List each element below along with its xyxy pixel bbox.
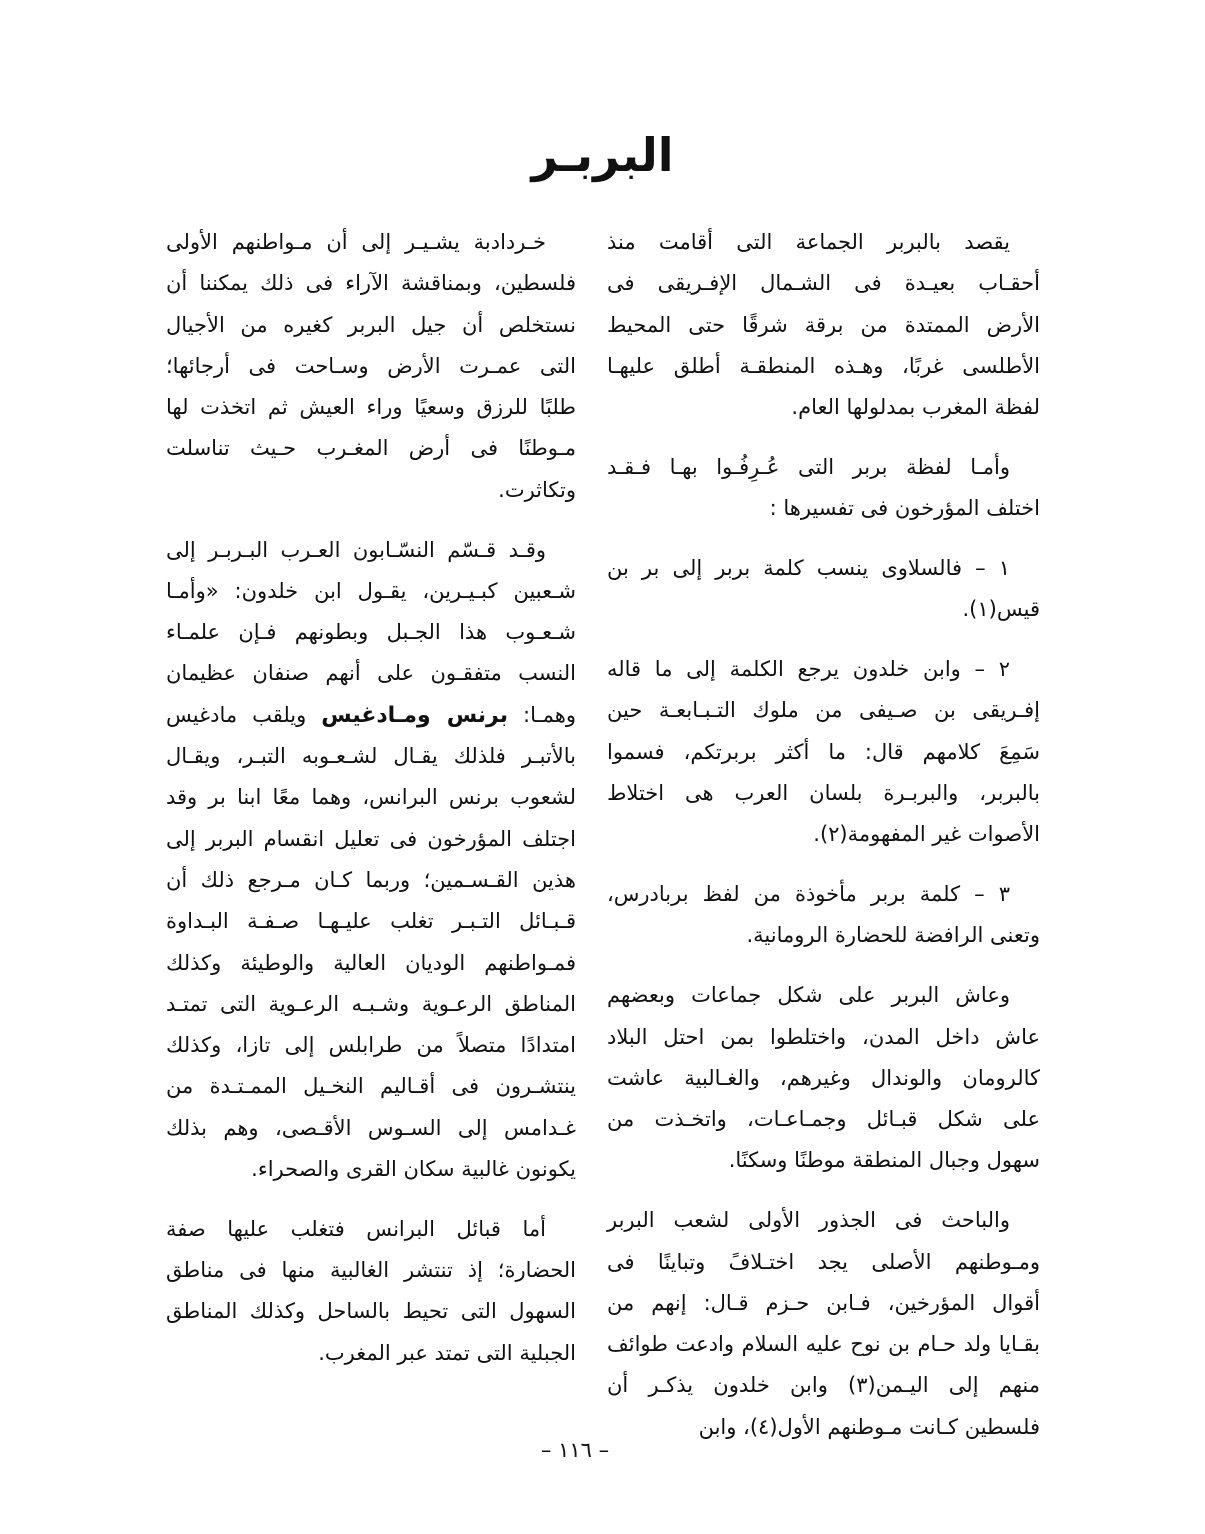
text-line: بقـايا ولد حـام بن نوح عليه السلام وادعت طوائف <box>607 1332 1040 1357</box>
text-line: المناطق الرعـوية وشـبـه الرعـوية التى تمتـد <box>166 991 576 1016</box>
text-line: فلسطين كـانت مـوطنهم الأول(٤)، وابن <box>698 1414 1040 1439</box>
text-line: يقصد بالبربر الجماعة التى أقامت منذ <box>607 230 1010 254</box>
text-line: فلسطين، وبمناقشة الآراء فى ذلك يمكننا أن <box>166 271 576 296</box>
text-line: ١ – فالسلاوى ينسب كلمة بربر إلى بر بن <box>607 556 1010 581</box>
text-line: اجتلف المؤرخون فى تعليل انقسام البربر إلى <box>166 826 576 851</box>
text-line: وأمـا لفظة بربر التى عُـرِفُـوا بهـا فـقـد <box>607 454 1010 479</box>
paragraph <box>607 874 1040 957</box>
text-line: لفظة المغرب بمدلولها العام. <box>791 395 1040 420</box>
text-line: السهول التى تحيط بالساحل وكذلك المناطق <box>166 1299 576 1324</box>
text-line: خـردادبة يشـيـر إلى أن مـواطنهم الأولى <box>166 230 546 254</box>
text-line <box>166 695 576 736</box>
text-line: طلبًا للرزق وسعيًا وراء العيش ثم اتخذت لها <box>166 395 576 420</box>
paragraph <box>166 530 576 1191</box>
text-line: الجبلية التى تمتد عبر المغرب. <box>318 1340 576 1365</box>
text-line: سهول وجبال المنطقة موطنًا وسكنًا. <box>728 1148 1040 1173</box>
text-line: مـوطنًا فى أرض المغـرب حـيث تناسلت <box>166 436 576 461</box>
text-line: ٢ – وابن خلدون يرجع الكلمة إلى ما قاله <box>607 657 1010 682</box>
text-line: ينتشـرون فى أقـاليم النخـيل الممـتـدة من <box>166 1074 576 1099</box>
paragraph <box>166 222 576 511</box>
text-line: على شكل قبـائل وجمـاعـات، واتخـذت من <box>607 1107 1040 1132</box>
right-text-column <box>607 222 1040 1467</box>
text-line: الأصوات غير المفهومة(٢). <box>813 822 1040 847</box>
text-line: الحضارة؛ إذ تنتشر الغالبية منها فى مناطق <box>166 1258 576 1283</box>
text-line: وقـد قـسّم النسّـابون العـرب البـربـر إلى <box>166 537 546 562</box>
page-title: البربـر <box>531 128 674 182</box>
paragraph <box>607 447 1040 530</box>
text-line: عاش داخل المدن، واختلطوا بمن احتل البلاد <box>607 1024 1040 1049</box>
text-line: إفـريقى بن صـيفى من ملوك التـبـابعـة حين <box>607 698 1040 723</box>
page-number: – ١١٦ – <box>540 1438 610 1462</box>
paragraph <box>607 975 1040 1181</box>
text-line: وتعنى الرافضة للحضارة الرومانية. <box>746 923 1040 948</box>
text-line: سَمِعَ كلامهم قال: ما أكثر بربرتكم، فسموا <box>607 739 1040 764</box>
text-line: الأرض الممتدة من برقة شرقًا حتى المحيط <box>607 312 1040 337</box>
text-line: لشعوب برنس البرانس، وهما معًا ابنا بر وقد <box>166 785 576 810</box>
text-line: شـعبين كبـيـرين، يقـول ابن خلدون: «وأمـا <box>166 578 576 603</box>
text-line: وتكاثرت. <box>498 477 576 502</box>
text-line: شـعـوب هذا الجـبل وبطونهم فـإن علمـاء <box>166 620 576 645</box>
text-line: غـدامس إلى السـوس الأقـصى، وهم بذلك <box>166 1115 576 1140</box>
text-line: كالرومان والوندال وغيرهم، والغـالبية عاشت <box>607 1065 1040 1090</box>
text-segment: ويلقب مادغيس <box>166 702 322 727</box>
text-line: امتدادًا متصلاً من طرابلس إلى تازا، وكذلك <box>166 1033 576 1058</box>
text-segment: وهمـا: <box>508 702 576 727</box>
text-line: أما قبائل البرانس فتغلب عليها صفة <box>166 1216 546 1241</box>
paragraph <box>607 548 1040 631</box>
paragraph <box>607 222 1040 428</box>
text-line: فمـواطنهم الوديان العالية والوطيئة وكذلك <box>166 950 576 975</box>
text-line: الأطلسى غربًا، وهـذه المنطقـة أطلق عليهـا <box>607 353 1040 378</box>
text-line: بالبربر، والبربـرة بلسان العرب هى اختلاط <box>607 781 1040 806</box>
text-line: أقوال المؤرخين، فـابن حـزم قـال: إنهم من <box>607 1290 1040 1315</box>
text-line: اختلف المؤرخون فى تفسيرها : <box>769 496 1040 521</box>
text-line: ومـوطنهم الأصلى يجد اختـلافً وتباينًا فى <box>607 1249 1040 1274</box>
text-line: نستخلص أن جيل البربر كغيره من الأجيال <box>166 312 576 337</box>
text-line: قيس(١). <box>962 597 1040 622</box>
text-line: قـبـائل التـبـر تغلب عليـهـا صـفـة البـداوة <box>166 909 576 934</box>
paragraph <box>607 1200 1040 1448</box>
text-line: بالأتبـر فلذلك يقـال لشـعـوبه التبـر، ويقـال <box>166 744 576 769</box>
text-line: منهم إلى اليـمن(٣) وابن خلدون يذكـر أن <box>607 1373 1040 1398</box>
text-line: أحقـاب بعيـدة فى الشـمال الإفـريقى فى <box>607 271 1040 296</box>
text-line: التى عمـرت الأرض وسـاحت فى أرجائها؛ <box>166 353 576 378</box>
text-line: يكونون غالبية سكان القرى والصحراء. <box>251 1157 576 1182</box>
text-line: والباحث فى الجذور الأولى لشعب البربر <box>607 1208 1010 1233</box>
text-line: هذين القـسـمين؛ وربما كـان مـرجع ذلك أن <box>166 867 576 892</box>
text-line: النسب متفقـون على أنهم صنفان عظيمان <box>166 661 576 686</box>
bold-phrase: برنس ومـادغيس <box>321 702 509 728</box>
paragraph <box>607 649 1040 855</box>
text-line: ٣ – كلمة بربر مأخوذة من لفظ بربادرس، <box>607 882 1010 907</box>
text-line: وعاش البربر على شكل جماعات وبعضهم <box>607 983 1010 1008</box>
paragraph <box>166 1209 576 1374</box>
left-text-column <box>166 222 576 1393</box>
